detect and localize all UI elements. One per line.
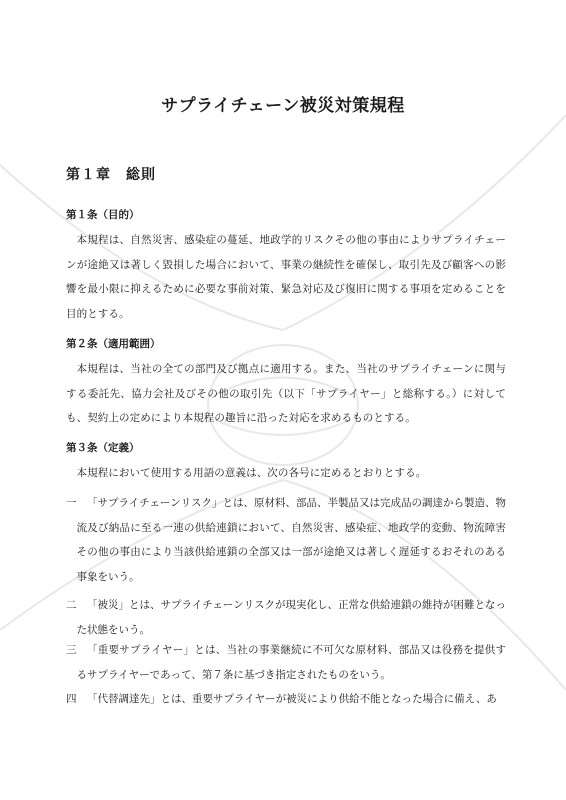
chapter-title: 総則 — [126, 167, 156, 183]
item-text: 「重要サプライヤー」とは、当社の事業継続に不可欠な原材料、部品又は役務を提供するサプライヤーであって、第７条に基づき指定されたものをいう。 — [76, 644, 506, 681]
article-1-body: 本規程は、自然災害、感染症の蔓延、地政学的リスクその他の事由によりサプライチェーンが途絶又は著しく毀損した場合において、事業の継続性を確保し、取引先及び顧客への影響を最小限に抑えるために必要な事前対策、緊急対応及び復旧に関する事項を定めることを目的とする。 — [66, 234, 506, 320]
item-text: 「代替調達先」とは、重要サプライヤーが被災により供給不能となった場合に備え、あ — [87, 693, 497, 705]
item-number: 二 — [66, 599, 77, 611]
item-text: 「被災」とは、サプライチェーンリスクが現実化し、正常な供給連鎖の維持が困難となった状態をいう。 — [76, 599, 506, 636]
definition-item-2 — [66, 593, 506, 642]
article-2-heading: 第２条（適用範囲） — [66, 338, 161, 350]
item-number: 四 — [66, 693, 77, 705]
article-3-intro: 本規程において使用する用語の意義は、次の各号に定めるとおりとする。 — [76, 467, 427, 479]
chapter-number: 第１章 — [66, 167, 111, 183]
article-1-heading: 第１条（目的） — [66, 209, 140, 221]
item-number: 三 — [66, 644, 77, 656]
chapter-heading — [66, 164, 156, 184]
item-text: 「サプライチェーンリスク」とは、原材料、部品、半製品又は完成品の調達から製造、物流及び納品に至る一連の供給連鎖において、自然災害、感染症、地政学的変動、物流障害その他の事由により当該供給連鎖の全部又は一部が途絶又は著しく遅延するおそれのある事象をいう。 — [76, 497, 506, 583]
document-title: サプライチェーン被災対策規程 — [161, 96, 405, 116]
definition-item-4 — [66, 687, 506, 712]
item-number: 一 — [66, 497, 77, 509]
definition-item-1 — [66, 491, 506, 589]
definition-item-3 — [66, 638, 506, 687]
article-2-body: 本規程は、当社の全ての部門及び拠点に適用する。また、当社のサプライチェーンに関与する委託先、協力会社及びその他の取引先（以下「サプライヤー」と総称する。）に対しても、契約上の定めにより本規程の趣旨に沿った対応を求めるものとする。 — [66, 363, 506, 424]
article-3-heading: 第３条（定義） — [66, 442, 140, 454]
